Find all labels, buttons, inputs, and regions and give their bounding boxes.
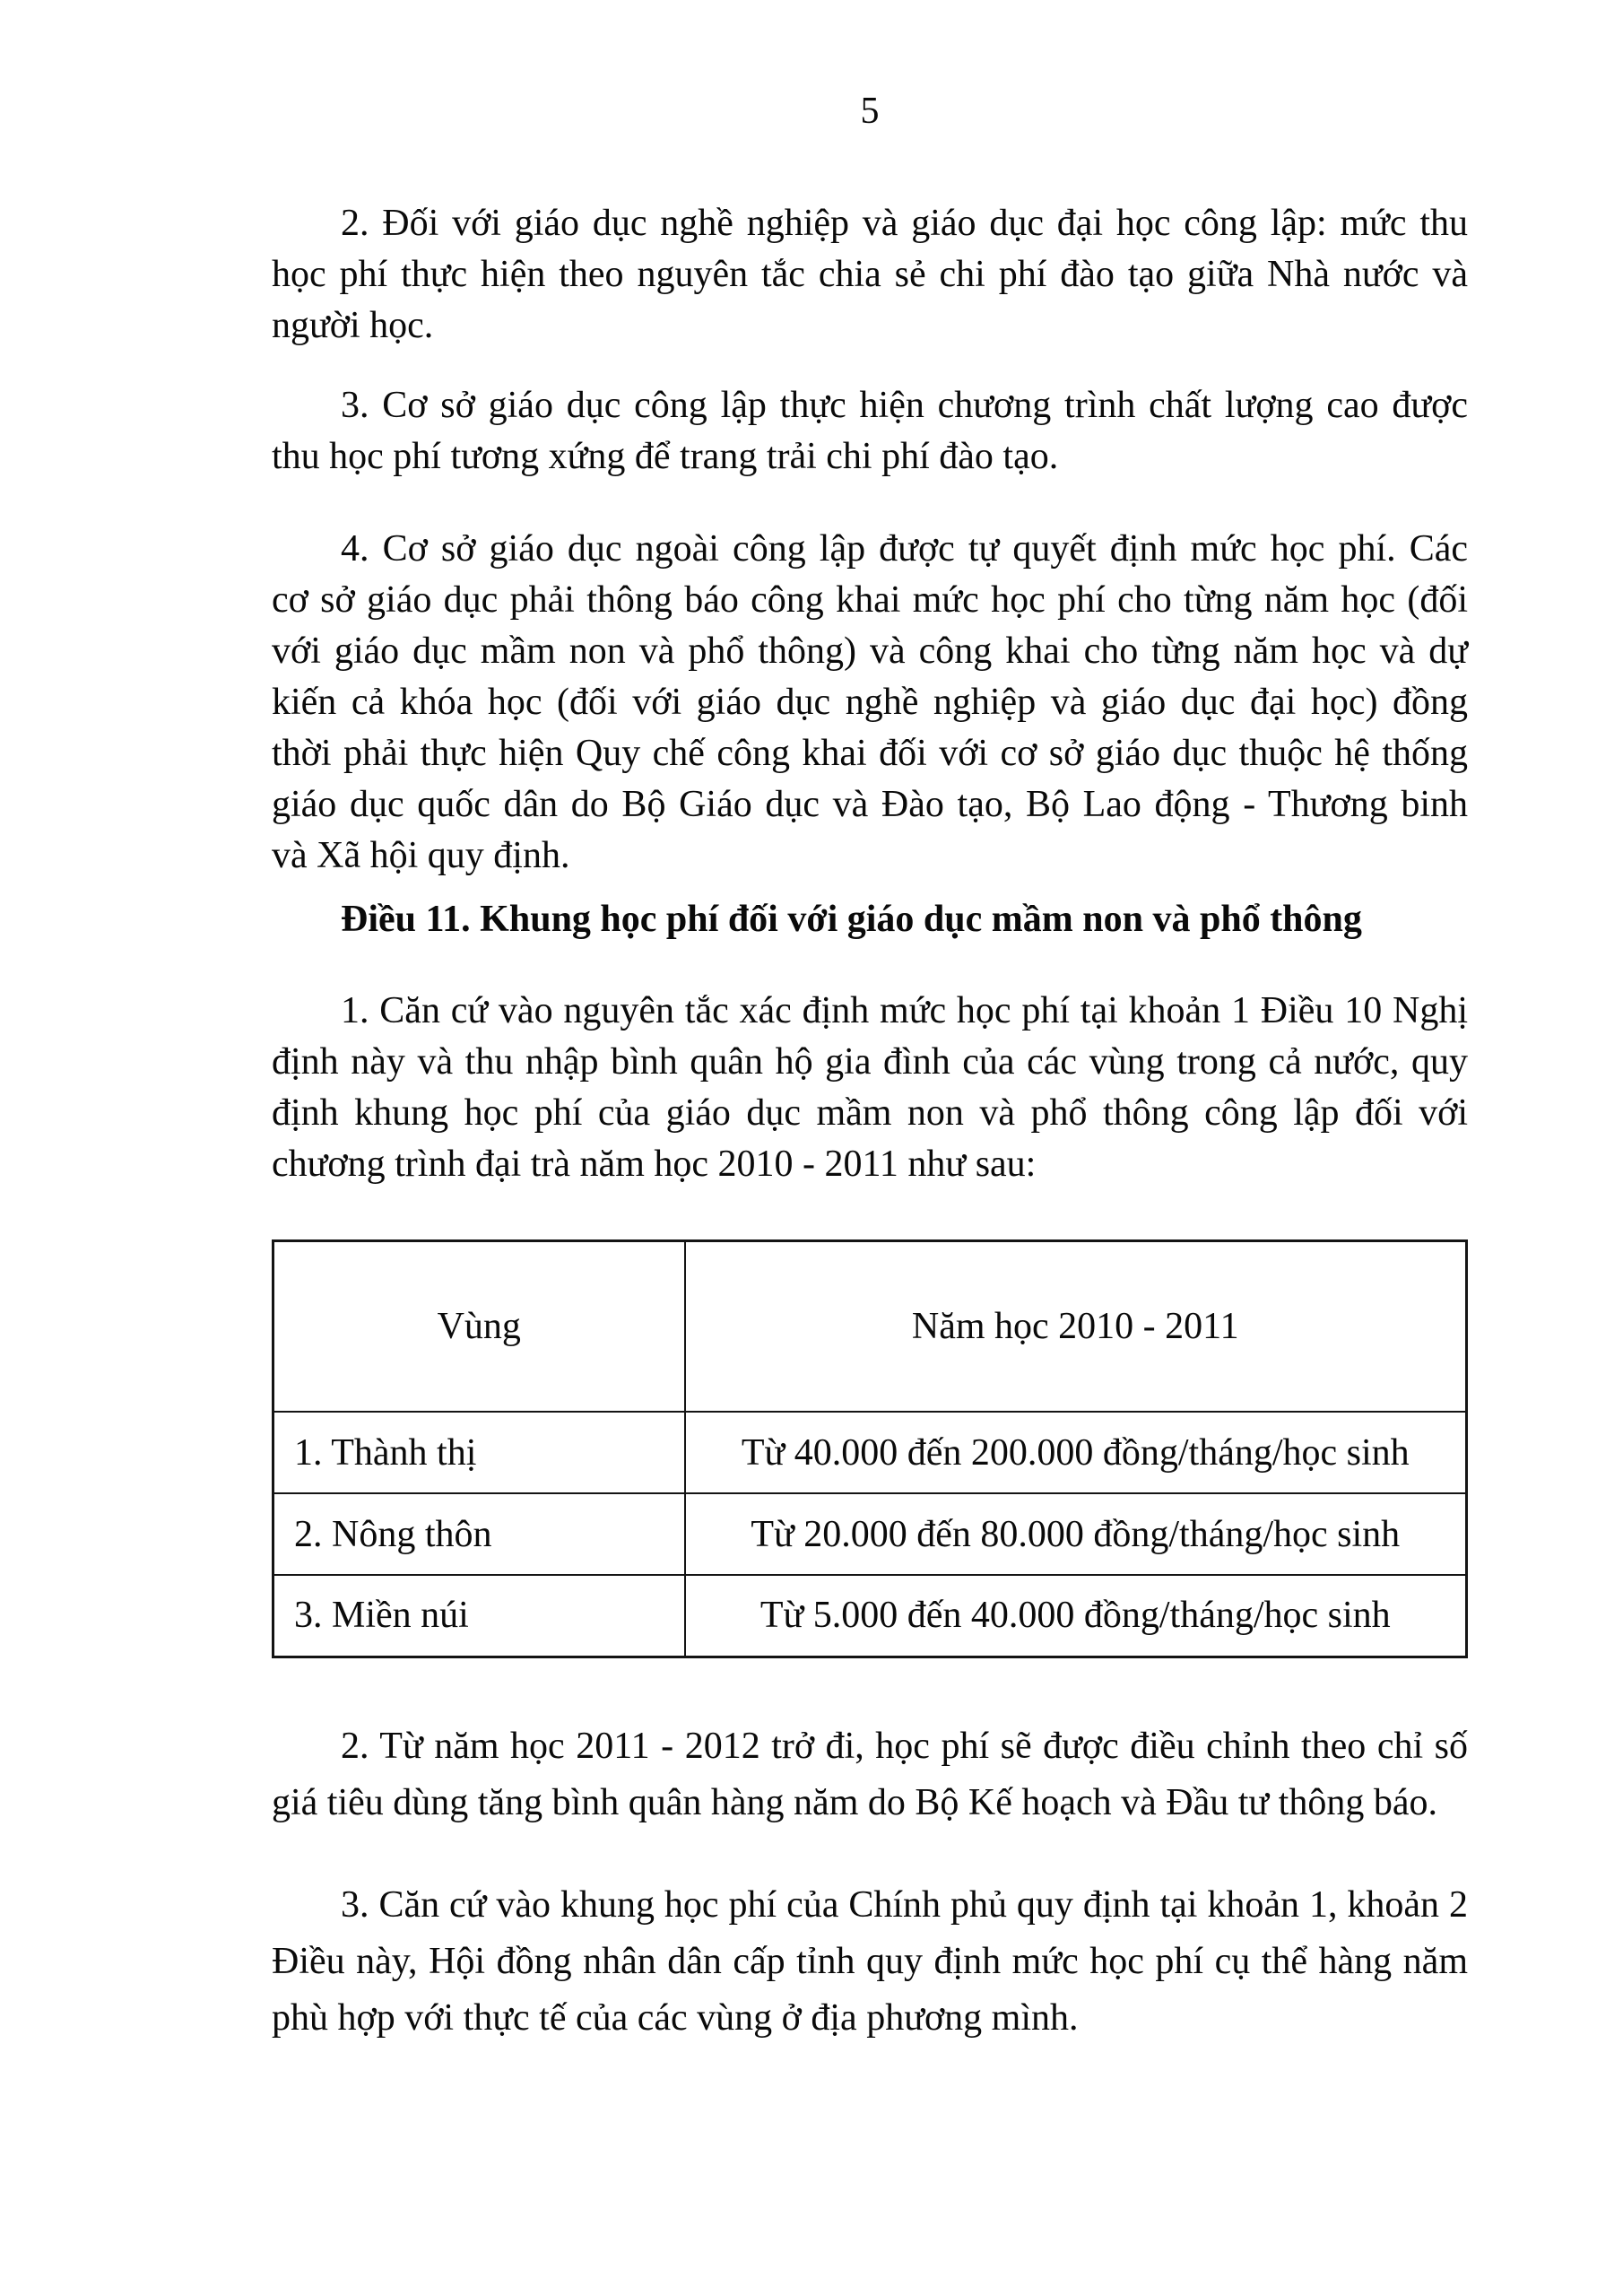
text-line: với giáo dục mầm non và phổ thông) và công khai cho từng năm học và dự xyxy=(272,631,1468,672)
article-11-heading: Điều 11. Khung học phí đối với giáo dục mầm non và phổ thông xyxy=(341,899,1362,940)
text-line: định khung học phí của giáo dục mầm non và phổ thông công lập đối với xyxy=(272,1092,1468,1134)
text-line: và Xã hội quy định. xyxy=(272,835,570,876)
paragraph-clause-4 xyxy=(272,524,1468,882)
text-line: giáo dục quốc dân do Bộ Giáo dục và Đào tạo, Bộ Lao động - Thương binh xyxy=(272,784,1468,825)
paragraph-clause-2 xyxy=(272,198,1468,352)
text-line: học phí thực hiện theo nguyên tắc chia sẻ chi phí đào tạo giữa Nhà nước và xyxy=(272,254,1468,295)
text-line: cơ sở giáo dục phải thông báo công khai mức học phí cho từng năm học (đối xyxy=(272,579,1468,621)
column-header-region: Vùng xyxy=(273,1241,685,1413)
text-line: 4. Cơ sở giáo dục ngoài công lập được tự quyết định mức học phí. Các xyxy=(341,528,1468,570)
region-cell: 1. Thành thị xyxy=(273,1412,685,1493)
text-line: 3. Cơ sở giáo dục công lập thực hiện chương trình chất lượng cao được xyxy=(341,385,1468,426)
text-line: thời phải thực hiện Quy chế công khai đối với cơ sở giáo dục thuộc hệ thống xyxy=(272,733,1468,774)
fee-cell: Từ 40.000 đến 200.000 đồng/tháng/học sinh xyxy=(685,1412,1467,1493)
text-line: định này và thu nhập bình quân hộ gia đình của các vùng trong cả nước, quy xyxy=(272,1041,1468,1083)
table-header-row xyxy=(273,1241,1467,1413)
text-line: 2. Từ năm học 2011 - 2012 trở đi, học phí sẽ được điều chỉnh theo chỉ số xyxy=(341,1725,1468,1767)
text-line: Điều này, Hội đồng nhân dân cấp tỉnh quy định mức học phí cụ thể hàng năm xyxy=(272,1940,1468,1982)
table-row xyxy=(273,1493,1467,1575)
text-line: giá tiêu dùng tăng bình quân hàng năm do Bộ Kế hoạch và Đầu tư thông báo. xyxy=(272,1781,1437,1823)
text-line: 1. Căn cứ vào nguyên tắc xác định mức học phí tại khoản 1 Điều 10 Nghị xyxy=(341,990,1468,1031)
column-header-year: Năm học 2010 - 2011 xyxy=(685,1241,1467,1413)
text-line: phù hợp với thực tế của các vùng ở địa phương mình. xyxy=(272,1996,1079,2039)
text-line: kiến cả khóa học (đối với giáo dục nghề nghiệp và giáo dục đại học) đồng xyxy=(272,682,1468,723)
fee-cell: Từ 20.000 đến 80.000 đồng/tháng/học sinh xyxy=(685,1493,1467,1575)
paragraph-article11-clause-1 xyxy=(272,986,1468,1190)
text-line: thu học phí tương xứng để trang trải chi phí đào tạo. xyxy=(272,436,1059,477)
paragraph-clause-3 xyxy=(272,380,1468,483)
text-line: người học. xyxy=(272,305,434,346)
paragraph-article11-clause-2 xyxy=(272,1718,1468,1831)
region-cell: 2. Nông thôn xyxy=(273,1493,685,1575)
text-line: 3. Căn cứ vào khung học phí của Chính phủ quy định tại khoản 1, khoản 2 xyxy=(341,1883,1468,1926)
text-line: chương trình đại trà năm học 2010 - 2011 như sau: xyxy=(272,1144,1037,1185)
table-row xyxy=(273,1412,1467,1493)
page-number: 5 xyxy=(860,91,880,132)
paragraph-article11-clause-3 xyxy=(272,1877,1468,2047)
fee-cell: Từ 5.000 đến 40.000 đồng/tháng/học sinh xyxy=(685,1575,1467,1657)
fee-table xyxy=(272,1239,1468,1658)
page-content xyxy=(272,0,1468,2047)
table-row xyxy=(273,1575,1467,1657)
region-cell: 3. Miền núi xyxy=(273,1575,685,1657)
text-line: 2. Đối với giáo dục nghề nghiệp và giáo dục đại học công lập: mức thu xyxy=(341,203,1468,244)
